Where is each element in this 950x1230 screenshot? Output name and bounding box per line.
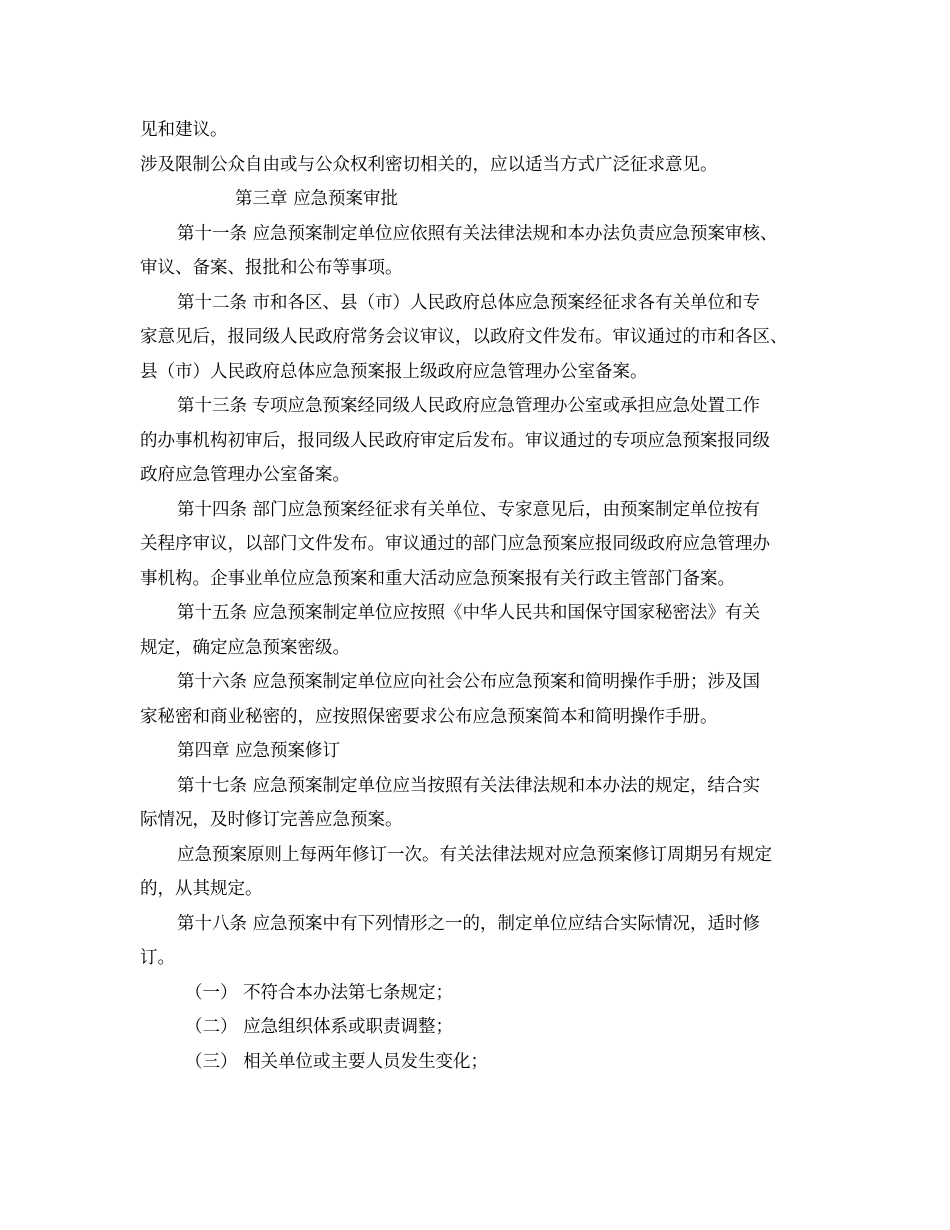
paragraph-line: 政府应急管理办公室备案。 bbox=[140, 465, 350, 485]
paragraph-line: 审议、备案、报批和公布等事项。 bbox=[140, 258, 403, 278]
list-item: （三） 相关单位或主要人员发生变化； bbox=[185, 1051, 489, 1072]
paragraph-line: 涉及限制公众自由或与公众权利密切相关的，应以适当方式广泛征求意见。 bbox=[140, 154, 718, 175]
list-item: （二） 应急组织体系或职责调整； bbox=[185, 1017, 454, 1037]
paragraph-line: 际情况，及时修订完善应急预案。 bbox=[140, 810, 403, 830]
list-item: （一） 不符合本办法第七条规定； bbox=[185, 982, 454, 1003]
paragraph-line: 家意见后，报同级人民政府常务会议审议，以政府文件发布。审议通过的市和各区、 bbox=[140, 327, 788, 347]
paragraph-line: 事机构。企事业单位应急预案和重大活动应急预案报有关行政主管部门备案。 bbox=[140, 568, 735, 589]
article-line: 第十一条 应急预案制定单位应依照有关法律法规和本办法负责应急预案审核、 bbox=[177, 223, 778, 244]
paragraph-line: 见和建议。 bbox=[140, 120, 228, 140]
paragraph-line: 应急预案原则上每两年修订一次。有关法律法规对应急预案修订周期另有规定 bbox=[177, 844, 772, 865]
article-line: 第十二条 市和各区、县（市）人民政府总体应急预案经征求各有关单位和专 bbox=[177, 292, 761, 313]
chapter-heading: 第三章 应急预案审批 bbox=[235, 189, 399, 209]
article-line: 第十五条 应急预案制定单位应按照《中华人民共和国保守国家秘密法》有关 bbox=[177, 603, 761, 623]
chapter-heading: 第四章 应急预案修订 bbox=[177, 741, 341, 761]
paragraph-line: 订。 bbox=[140, 948, 175, 968]
paragraph-line: 规定，确定应急预案密级。 bbox=[140, 637, 350, 658]
document-page bbox=[140, 113, 830, 1079]
paragraph-line: 的办事机构初审后，报同级人民政府审定后发布。审议通过的专项应急预案报同级 bbox=[140, 430, 770, 451]
paragraph-line: 县（市）人民政府总体应急预案报上级政府应急管理办公室备案。 bbox=[140, 361, 648, 382]
paragraph-line: 家秘密和商业秘密的，应按照保密要求公布应急预案简本和简明操作手册。 bbox=[140, 706, 718, 727]
article-line: 第十六条 应急预案制定单位应向社会公布应急预案和简明操作手册；涉及国 bbox=[177, 672, 761, 692]
article-line: 第十四条 部门应急预案经征求有关单位、专家意见后，由预案制定单位按有 bbox=[177, 499, 761, 520]
article-line: 第十八条 应急预案中有下列情形之一的，制定单位应结合实际情况，适时修 bbox=[177, 913, 761, 934]
paragraph-line: 的，从其规定。 bbox=[140, 879, 263, 899]
article-line: 第十七条 应急预案制定单位应当按照有关法律法规和本办法的规定，结合实 bbox=[177, 775, 761, 796]
article-line: 第十三条 专项应急预案经同级人民政府应急管理办公室或承担应急处置工作 bbox=[177, 396, 761, 416]
paragraph-line: 关程序审议，以部门文件发布。审议通过的部门应急预案应报同级政府应急管理办 bbox=[140, 534, 770, 554]
